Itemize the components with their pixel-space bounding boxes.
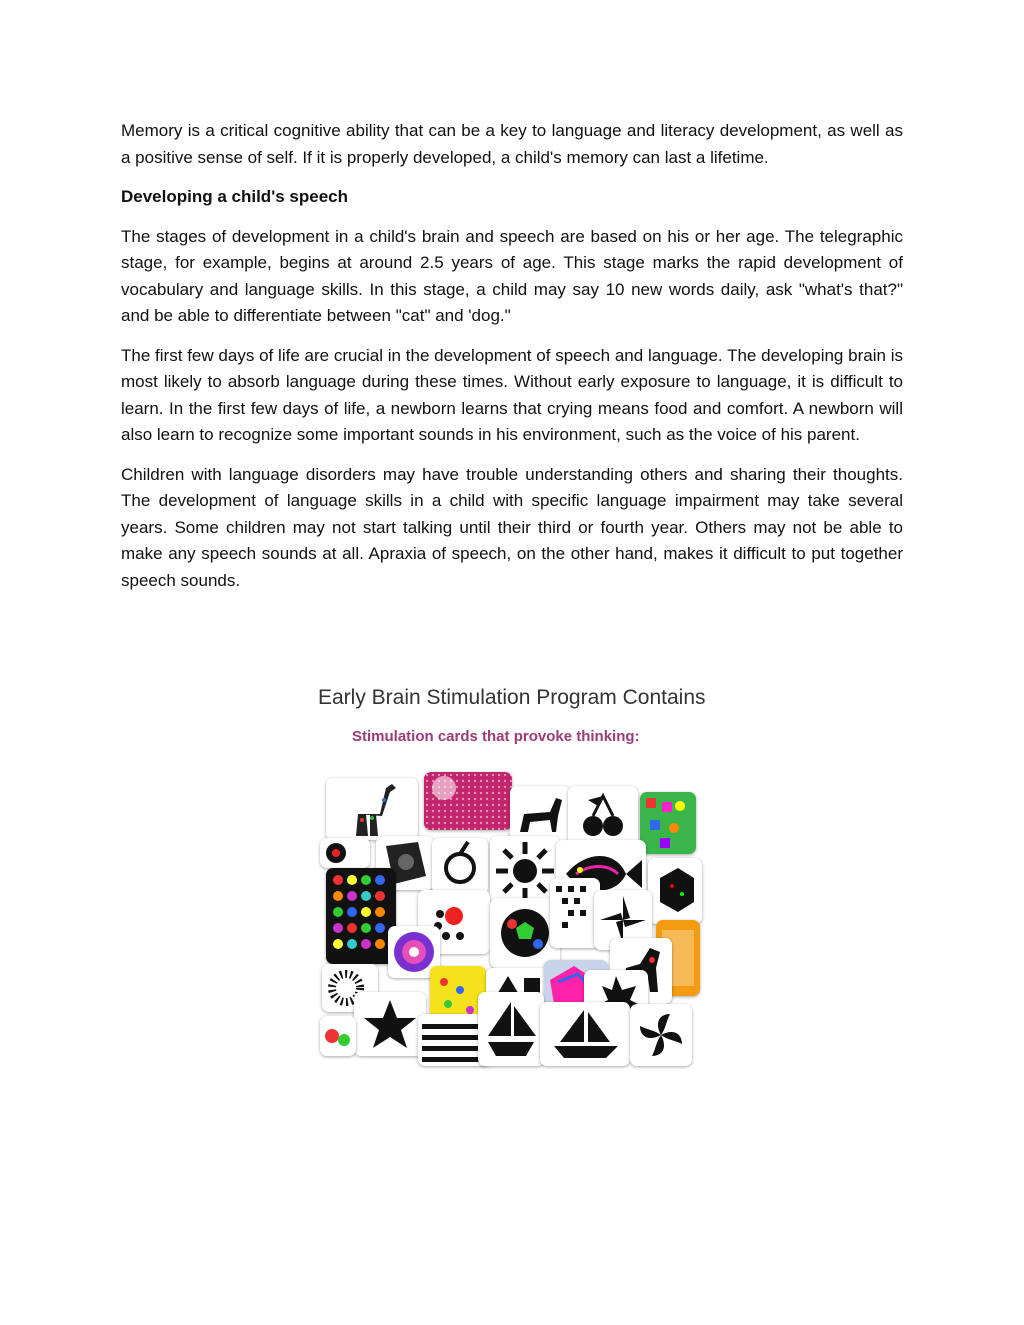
checker-icon xyxy=(550,878,600,948)
paragraph-first-days: The first few days of life are crucial in the development of speech and language. The developing brain is most likely to absorb language during these times. Without early exposure to language, it is difficult to learn. In the first few days of life, a newborn learns that crying means food and comfort. A newborn will also learn to recognize some important sounds in his environment, such as the voice of his parent. xyxy=(121,345,903,444)
giraffe-icon xyxy=(326,778,418,840)
dot-pattern-icon xyxy=(424,772,512,830)
sailboat-card xyxy=(540,1002,630,1066)
figure-subtitle: Stimulation cards that provoke thinking: xyxy=(352,728,640,745)
card-collage-image xyxy=(318,770,710,1070)
pink-pattern-card xyxy=(424,772,512,830)
checker-card xyxy=(550,878,600,948)
colored-dots-card xyxy=(326,868,396,964)
triangles-card xyxy=(478,992,544,1066)
small-colorful-card xyxy=(320,1016,356,1056)
figure-title: Early Brain Stimulation Program Contains xyxy=(318,686,706,709)
swirl-pinwheel-icon xyxy=(630,1004,692,1066)
triangles-icon xyxy=(478,992,544,1066)
star-icon xyxy=(354,992,426,1056)
colorful-shapes-card xyxy=(640,792,696,854)
sunburst-card xyxy=(320,838,370,868)
article-body xyxy=(121,118,903,607)
cherries-icon xyxy=(568,786,638,846)
dots-grid-icon xyxy=(326,868,396,964)
sailboat-icon xyxy=(540,1002,630,1066)
cherries-card xyxy=(568,786,638,846)
paragraph-language-disorders: Children with language disorders may have trouble understanding others and sharing their thoughts. The development of language skills in a child with specific language impairment may take several years. Some children may not start talking until their third or fourth year. Others may not be able to make any speech sounds at all. Apraxia of speech, on the other hand, makes it difficult to put together speech sounds. xyxy=(121,464,903,590)
swirl-icon xyxy=(432,838,488,894)
giraffe-card xyxy=(326,778,418,840)
swirl-card xyxy=(432,838,488,894)
stimulation-cards-figure xyxy=(300,680,720,1080)
pinwheel-swirl-card xyxy=(630,1004,692,1066)
sunburst-icon xyxy=(320,838,370,868)
paragraph-memory: Memory is a critical cognitive ability that can be a key to language and literacy development, as well as a positive sense of self. If it is properly developed, a child's memory can last a lifetime. xyxy=(121,121,903,167)
shapes-icon xyxy=(640,792,696,854)
color-blob-icon xyxy=(320,1016,356,1056)
cube-icon xyxy=(648,858,702,924)
section-heading: Developing a child's speech xyxy=(121,187,349,206)
star-card xyxy=(354,992,426,1056)
paragraph-stages: The stages of development in a child's brain and speech are based on his or her age. The telegraphic stage, for example, begins at around 2.5 years of age. This stage marks the rapid development of vocabulary and language skills. In this stage, a child may say 10 new words daily, ask "what's that?" and be able to differentiate between "cat" and 'dog." xyxy=(121,226,903,325)
cube-card xyxy=(648,858,702,924)
